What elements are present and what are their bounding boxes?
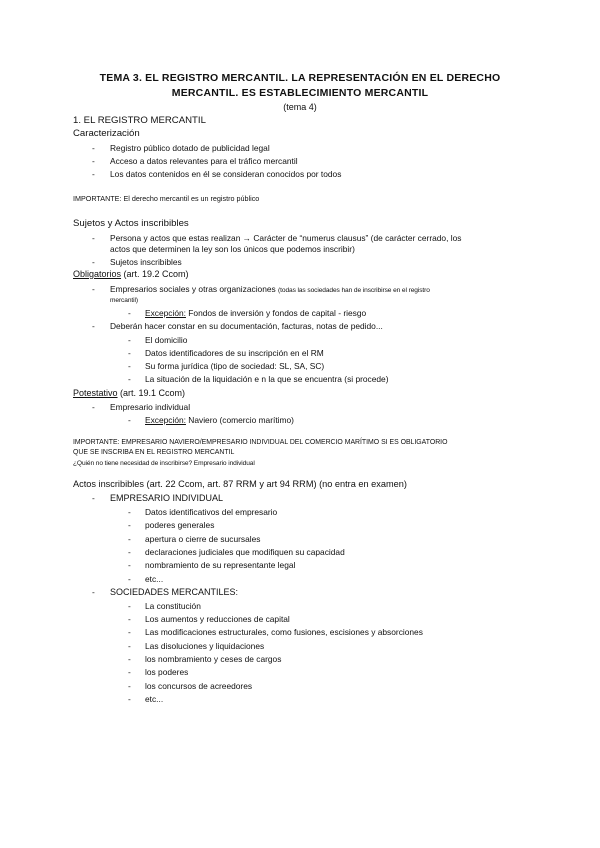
bullet-dash: - <box>128 415 131 425</box>
bullet-dash: - <box>128 601 131 611</box>
importante-note-2-continuation: QUE SE INSCRIBA EN EL REGISTRO MERCANTIL <box>73 449 235 456</box>
bullet-dash: - <box>128 560 131 570</box>
bullet-dash: - <box>92 143 95 153</box>
section-heading: 1. EL REGISTRO MERCANTIL <box>73 115 206 126</box>
bullet-dash: - <box>92 402 95 412</box>
list-item <box>110 284 430 296</box>
bullet-dash: - <box>92 257 95 267</box>
bullet-dash: - <box>128 308 131 318</box>
bullet-dash: - <box>128 681 131 691</box>
bullet-dash: - <box>128 348 131 358</box>
sub-list-item: declaraciones judiciales que modifiquen su capacidad <box>145 547 345 557</box>
obligatorios-heading-row <box>73 269 189 280</box>
bullet-dash: - <box>92 493 95 503</box>
bullet-dash: - <box>128 534 131 544</box>
excepcion-text: Fondos de inversión y fondos de capital - riesgo <box>185 308 367 318</box>
importante-note: IMPORTANTE: El derecho mercantil es un registro público <box>73 194 260 203</box>
obligatorios-heading: Obligatorios <box>73 269 122 279</box>
obligatorios-ref: (art. 19.2 Ccom) <box>121 269 189 279</box>
list-item: Empresario individual <box>110 402 191 412</box>
title-line-1: TEMA 3. EL REGISTRO MERCANTIL. LA REPRESENTACIÓN EN EL DERECHO <box>99 72 501 84</box>
subtitle: (tema 4) <box>283 102 317 112</box>
sub-list-item: etc... <box>145 574 164 584</box>
excepcion-text: Naviero (comercio marítimo) <box>185 415 294 425</box>
sociedades-heading: SOCIEDADES MERCANTILES: <box>110 587 239 597</box>
bullet-dash: - <box>128 507 131 517</box>
sub-list-item: Las disoluciones y liquidaciones <box>145 641 265 651</box>
list-item: Persona y actos que estas realizan → Carácter de “numerus clausus” (de carácter cerrado, los <box>110 233 462 243</box>
bullet-dash: - <box>92 587 95 597</box>
bullet-dash: - <box>128 335 131 345</box>
sub-list-item: Datos identificadores de su inscripción en el RM <box>145 348 324 358</box>
sub-list-item: Las modificaciones estructurales, como fusiones, escisiones y absorciones <box>145 627 423 637</box>
bullet-dash: - <box>128 520 131 530</box>
sub-list-item: La constitución <box>145 601 201 611</box>
bullet-dash: - <box>128 574 131 584</box>
bullet-dash: - <box>92 321 95 331</box>
actos-heading: Actos inscribibles (art. 22 Ccom, art. 87 RRM y art 94 RRM) (no entra en examen) <box>73 479 407 489</box>
bullet-dash: - <box>128 694 131 704</box>
bullet-dash: - <box>128 361 131 371</box>
potestativo-heading-row <box>73 388 185 399</box>
question-note: ¿Quién no tiene necesidad de inscribirse? Empresario individual <box>73 460 255 467</box>
bullet-dash: - <box>128 654 131 664</box>
excepcion-label: Excepción: <box>145 308 186 318</box>
sub-list-item: Datos identificativos del empresario <box>145 507 278 517</box>
sub-list-item: poderes generales <box>145 520 215 530</box>
sub-list-item: La situación de la liquidación e n la que se encuentra (si procede) <box>145 374 389 384</box>
importante-note-2: IMPORTANTE: EMPRESARIO NAVIERO/EMPRESARIO INDIVIDUAL DEL COMERCIO MARÍTIMO SI ES OBLIGATORIO <box>73 439 448 446</box>
sub-list-item: Su forma jurídica (tipo de sociedad: SL, SA, SC) <box>145 361 325 371</box>
list-item: Registro público dotado de publicidad legal <box>110 143 270 153</box>
sub-list-item: etc... <box>145 694 164 704</box>
sujetos-heading: Sujetos y Actos inscribibles <box>73 218 189 229</box>
item-main-text: Empresarios sociales y otras organizaciones <box>110 284 279 294</box>
potestativo-ref: (art. 19.1 Ccom) <box>117 388 186 398</box>
sub-list-item: apertura o cierre de sucursales <box>145 534 261 544</box>
sub-list-item: los concursos de acreedores <box>145 681 253 691</box>
list-item: Acceso a datos relevantes para el tráfico mercantil <box>110 156 298 166</box>
excepcion-item <box>145 308 366 319</box>
list-item-continuation: actos que determinen la ley son los únicos que podemos inscribir) <box>110 244 355 254</box>
list-item-continuation: mercantil) <box>110 297 138 304</box>
list-item: Deberán hacer constar en su documentación, facturas, notas de pedido... <box>110 321 383 331</box>
sub-list-item: los nombramiento y ceses de cargos <box>145 654 282 664</box>
sub-list-item: El domicilio <box>145 335 188 345</box>
bullet-dash: - <box>128 374 131 384</box>
bullet-dash: - <box>92 156 95 166</box>
bullet-dash: - <box>128 641 131 651</box>
bullet-dash: - <box>128 547 131 557</box>
bullet-dash: - <box>92 233 95 243</box>
list-item: Los datos contenidos en él se consideran conocidos por todos <box>110 169 342 179</box>
bullet-dash: - <box>128 627 131 637</box>
potestativo-heading: Potestativo <box>73 388 118 398</box>
sub-list-item: los poderes <box>145 667 189 677</box>
empresario-heading: EMPRESARIO INDIVIDUAL <box>110 493 224 503</box>
excepcion-item <box>145 415 294 426</box>
bullet-dash: - <box>128 667 131 677</box>
title-line-2: MERCANTIL. ES ESTABLECIMIENTO MERCANTIL <box>171 87 429 99</box>
sub-list-item: Los aumentos y reducciones de capital <box>145 614 290 624</box>
caracterizacion-heading: Caracterización <box>73 128 140 139</box>
list-item: Sujetos inscribibles <box>110 257 182 267</box>
bullet-dash: - <box>92 284 95 294</box>
bullet-dash: - <box>128 614 131 624</box>
bullet-dash: - <box>92 169 95 179</box>
sub-list-item: nombramiento de su representante legal <box>145 560 296 570</box>
excepcion-label: Excepción: <box>145 415 186 425</box>
item-small-text: (todas las sociedades han de inscribirse en el registro <box>278 287 430 294</box>
